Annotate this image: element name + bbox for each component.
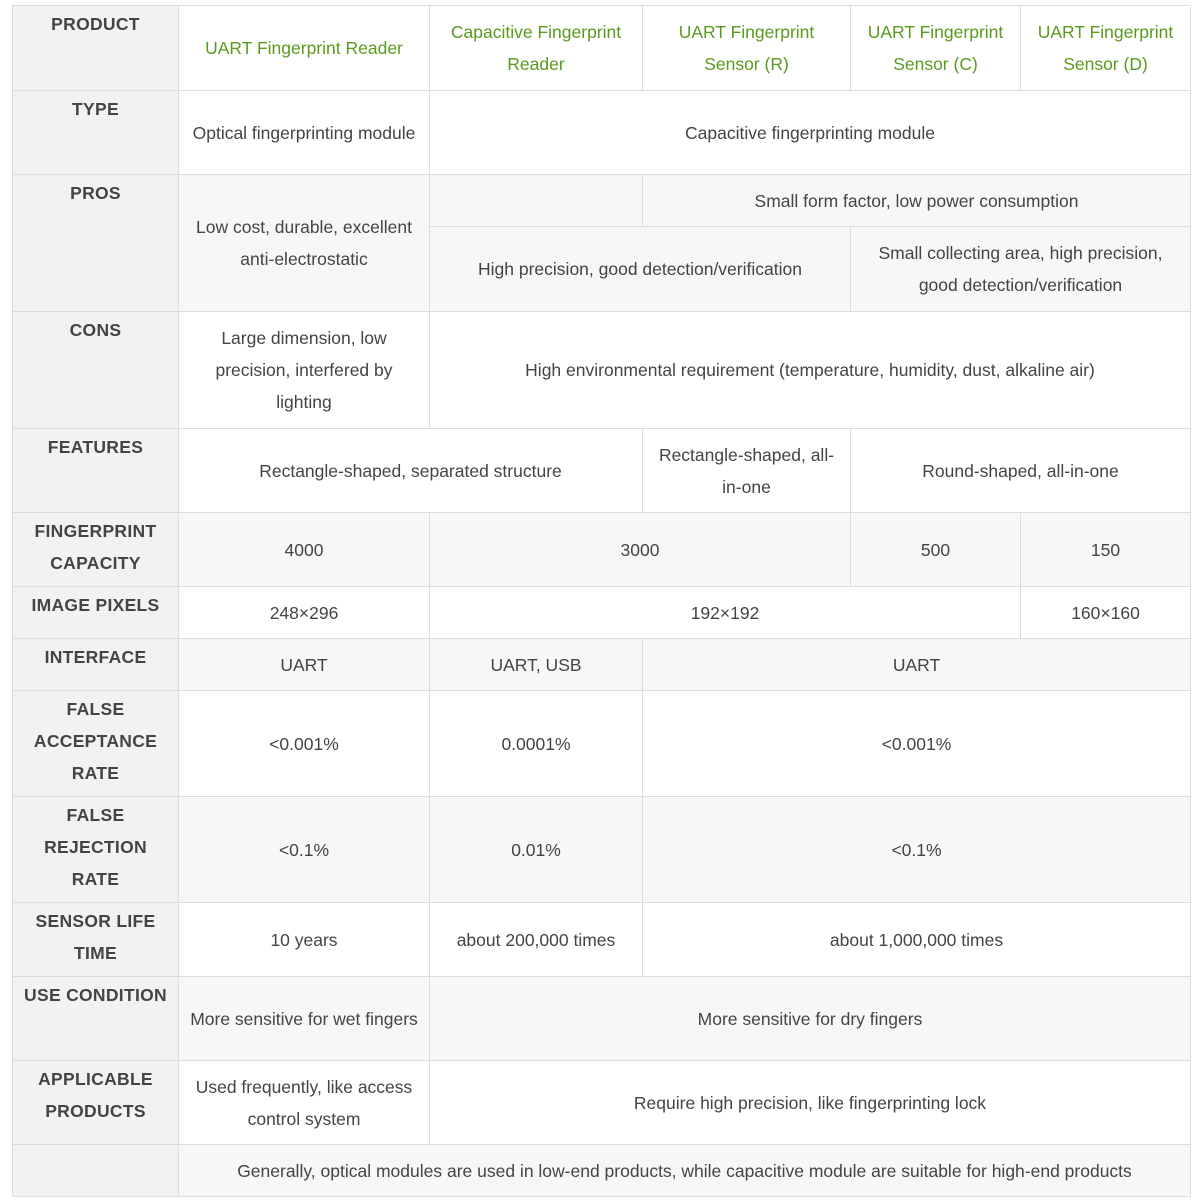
far-reader-cell: <0.001% xyxy=(179,691,430,797)
life-sensors-cell: about 1,000,000 times xyxy=(643,903,1191,977)
cons-reader-cell: Large dimension, low precision, interfered by lighting xyxy=(179,312,430,429)
type-capacitive-cell: Capacitive fingerprinting module xyxy=(430,91,1191,175)
interface-sensors-cell: UART xyxy=(643,639,1191,691)
product-capacitive-fingerprint-reader: Capacitive Fingerprint Reader xyxy=(430,6,643,91)
pros-empty-cell xyxy=(430,175,643,227)
row-header-frr: FALSE REJECTION RATE xyxy=(13,797,179,903)
pros-capacitive-r-cell: High precision, good detection/verification xyxy=(430,227,851,312)
use-reader-cell: More sensitive for wet fingers xyxy=(179,977,430,1061)
life-reader-cell: 10 years xyxy=(179,903,430,977)
pixels-reader-cell: 248×296 xyxy=(179,587,430,639)
pros-sensors-cell: Small form factor, low power consumption xyxy=(643,175,1191,227)
table-row-pixels xyxy=(13,587,1191,639)
table-row-life xyxy=(13,903,1191,977)
table-row-frr xyxy=(13,797,1191,903)
table-row-features xyxy=(13,429,1191,513)
product-uart-fingerprint-sensor-d: UART Fingerprint Sensor (D) xyxy=(1021,6,1191,91)
table-row-far xyxy=(13,691,1191,797)
row-header-life: SENSOR LIFE TIME xyxy=(13,903,179,977)
note-cell: Generally, optical modules are used in low-end products, while capacitive module are suitable for high-end products xyxy=(179,1145,1191,1197)
pixels-cap-r-c-cell: 192×192 xyxy=(430,587,1021,639)
row-header-applicable: APPLICABLE PRODUCTS xyxy=(13,1061,179,1145)
applicable-others-cell: Require high precision, like fingerprinting lock xyxy=(430,1061,1191,1145)
row-header-type: TYPE xyxy=(13,91,179,175)
product-uart-fingerprint-sensor-c: UART Fingerprint Sensor (C) xyxy=(851,6,1021,91)
capacity-c-cell: 500 xyxy=(851,513,1021,587)
table-row-pros xyxy=(13,175,1191,227)
table-row-use xyxy=(13,977,1191,1061)
far-cap-cell: 0.0001% xyxy=(430,691,643,797)
row-header-far: FALSE ACCEPTANCE RATE xyxy=(13,691,179,797)
table-row-product xyxy=(13,6,1191,91)
capacity-reader-cell: 4000 xyxy=(179,513,430,587)
cons-others-cell: High environmental requirement (temperature, humidity, dust, alkaline air) xyxy=(430,312,1191,429)
comparison-table-container xyxy=(12,5,1191,1197)
table-row-note xyxy=(13,1145,1191,1197)
table-row-applicable xyxy=(13,1061,1191,1145)
row-header-use: USE CONDITION xyxy=(13,977,179,1061)
frr-sensors-cell: <0.1% xyxy=(643,797,1191,903)
features-reader-cap-cell: Rectangle-shaped, separated structure xyxy=(179,429,643,513)
product-uart-fingerprint-sensor-r: UART Fingerprint Sensor (R) xyxy=(643,6,851,91)
row-header-pixels: IMAGE PIXELS xyxy=(13,587,179,639)
table-row-interface xyxy=(13,639,1191,691)
frr-reader-cell: <0.1% xyxy=(179,797,430,903)
pros-reader-cell: Low cost, durable, excellent anti-electrostatic xyxy=(179,175,430,312)
fingerprint-comparison-table xyxy=(12,5,1191,1197)
pros-c-d-cell: Small collecting area, high precision, good detection/verification xyxy=(851,227,1191,312)
table-row-type xyxy=(13,91,1191,175)
capacity-cap-r-cell: 3000 xyxy=(430,513,851,587)
applicable-reader-cell: Used frequently, like access control system xyxy=(179,1061,430,1145)
row-header-note-empty xyxy=(13,1145,179,1197)
table-row-capacity xyxy=(13,513,1191,587)
table-row-cons xyxy=(13,312,1191,429)
pixels-d-cell: 160×160 xyxy=(1021,587,1191,639)
row-header-interface: INTERFACE xyxy=(13,639,179,691)
features-r-cell: Rectangle-shaped, all-in-one xyxy=(643,429,851,513)
row-header-cons: CONS xyxy=(13,312,179,429)
product-uart-fingerprint-reader: UART Fingerprint Reader xyxy=(179,6,430,91)
life-cap-cell: about 200,000 times xyxy=(430,903,643,977)
row-header-features: FEATURES xyxy=(13,429,179,513)
interface-reader-cell: UART xyxy=(179,639,430,691)
row-header-product: PRODUCT xyxy=(13,6,179,91)
row-header-pros: PROS xyxy=(13,175,179,312)
far-sensors-cell: <0.001% xyxy=(643,691,1191,797)
type-optical-cell: Optical fingerprinting module xyxy=(179,91,430,175)
frr-cap-cell: 0.01% xyxy=(430,797,643,903)
features-c-d-cell: Round-shaped, all-in-one xyxy=(851,429,1191,513)
capacity-d-cell: 150 xyxy=(1021,513,1191,587)
use-others-cell: More sensitive for dry fingers xyxy=(430,977,1191,1061)
interface-cap-cell: UART, USB xyxy=(430,639,643,691)
row-header-capacity: FINGERPRINT CAPACITY xyxy=(13,513,179,587)
